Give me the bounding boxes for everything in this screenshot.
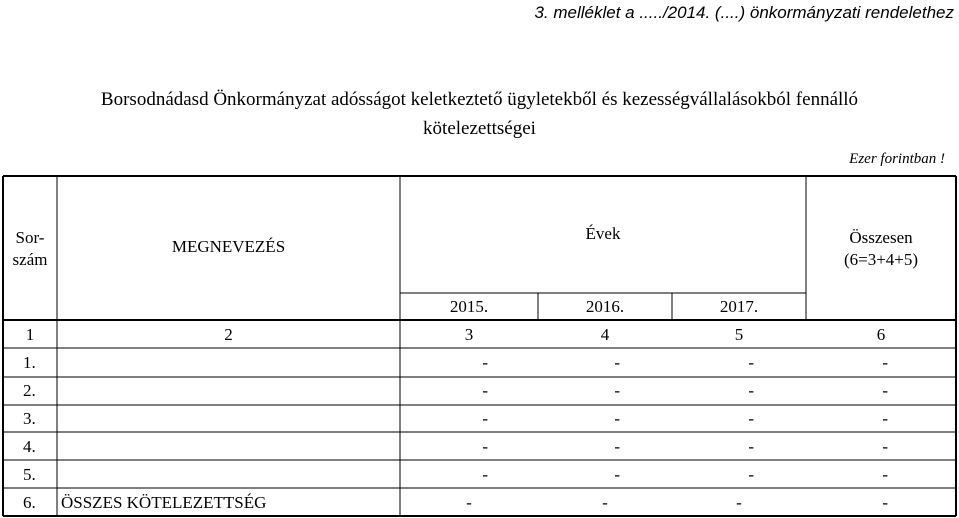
header-osszesen-line-1: Összesen	[849, 228, 913, 247]
row-5-2015: -	[482, 465, 488, 484]
total-row-2017: -	[736, 493, 742, 512]
header-year-2015: 2015.	[449, 297, 489, 316]
column-number-4: 4	[600, 325, 610, 344]
row-2-2015: -	[482, 381, 488, 400]
row-4-sorszam: 4.	[23, 437, 36, 456]
row-5-sorszam: 5.	[23, 465, 36, 484]
row-2-sorszam: 2.	[23, 381, 36, 400]
column-number-5: 5	[734, 325, 744, 344]
header-sorszam-line-1: Sor-	[15, 228, 45, 247]
row-4-2017: -	[748, 437, 754, 456]
unit-note: Ezer forintban !	[849, 151, 945, 167]
row-2-total: -	[882, 381, 888, 400]
header-year-2017: 2017.	[719, 297, 759, 316]
row-1-2015: -	[482, 353, 488, 372]
header-megnevezes: MEGNEVEZÉS	[171, 237, 286, 256]
row-3-2016: -	[614, 409, 620, 428]
total-row-2016: -	[602, 493, 608, 512]
row-4-2015: -	[482, 437, 488, 456]
header-evek: Évek	[585, 224, 621, 243]
header-year-2016: 2016.	[585, 297, 625, 316]
total-row-megnevezes: ÖSSZES KÖTELEZETTSÉG	[61, 493, 267, 512]
row-3-sorszam: 3.	[23, 409, 36, 428]
total-row-total: -	[882, 493, 888, 512]
total-row-sorszam: 6.	[23, 493, 36, 512]
row-1-2016: -	[614, 353, 620, 372]
row-3-2017: -	[748, 409, 754, 428]
row-3-2015: -	[482, 409, 488, 428]
row-4-total: -	[882, 437, 888, 456]
column-number-2: 2	[224, 325, 233, 344]
annex-label: 3. melléklet a ...../2014. (....) önkormányzati rendelethez	[534, 3, 954, 22]
row-5-2016: -	[614, 465, 620, 484]
document-title-line-2: kötelezettségei	[423, 118, 536, 139]
column-number-6: 6	[876, 325, 886, 344]
row-3-total: -	[882, 409, 888, 428]
row-5-total: -	[882, 465, 888, 484]
column-number-1: 1	[25, 325, 35, 344]
row-2-2017: -	[748, 381, 754, 400]
row-1-total: -	[882, 353, 888, 372]
row-1-2017: -	[748, 353, 754, 372]
row-1-sorszam: 1.	[23, 353, 36, 372]
row-4-2016: -	[614, 437, 620, 456]
header-osszesen-line-2: (6=3+4+5)	[843, 250, 919, 269]
row-2-2016: -	[614, 381, 620, 400]
row-5-2017: -	[748, 465, 754, 484]
header-sorszam-line-2: szám	[12, 250, 48, 269]
column-number-3: 3	[464, 325, 474, 344]
total-row-2015: -	[466, 493, 472, 512]
document-title-line-1: Borsodnádasd Önkormányzat adósságot keletkeztető ügyletekből és kezességvállalásokból fennálló	[100, 89, 859, 110]
